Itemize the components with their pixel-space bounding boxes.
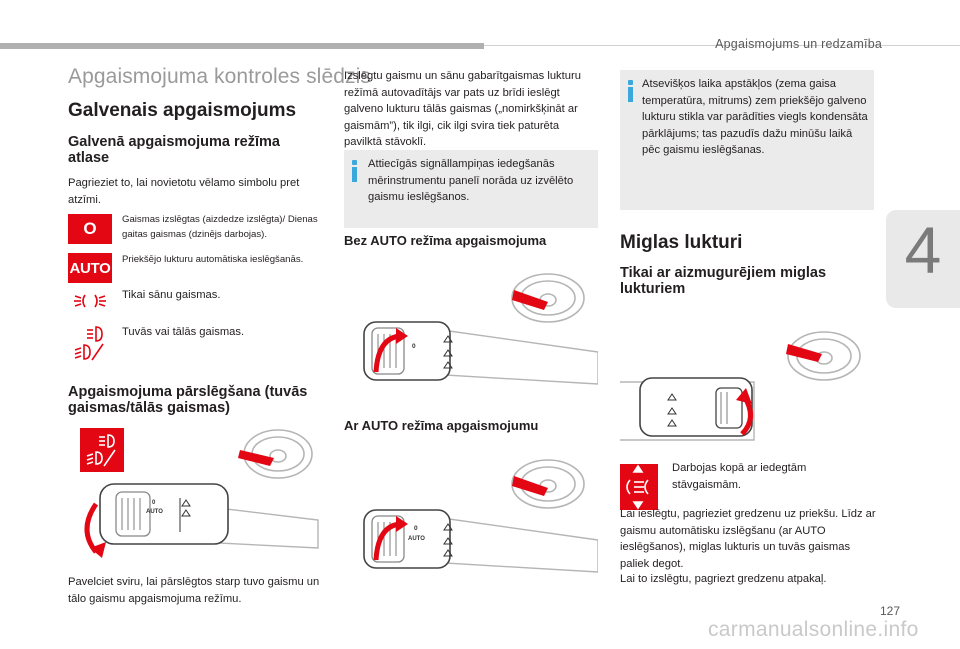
section-title: Apgaismojuma kontroles slēdzis [68, 65, 371, 88]
svg-text:0: 0 [152, 500, 156, 506]
info-text-lamps: Attiecīgās signāllampiņas iedegšanās mērinstrumentu panelī norāda uz izvēlēto gaismu ieslēgšanos. [368, 158, 574, 203]
fog-bullet-on: Lai ieslēgtu, pagrieziet gredzenu uz priekšu. Līdz ar gaismu automātisku izslēgšanu (ar AUTO ieslēgšanos), miglas lukturis un tuvās gaismas paliek degot. [620, 508, 876, 570]
intro-text: Pagrieziet to, lai novietotu vēlamo simbolu pret atzīmi. [68, 177, 300, 206]
stalk-with-auto-illustration [344, 448, 598, 588]
heading-main-lighting: Galvenais apgaismojums [68, 100, 297, 121]
heading-select-mode: Galvenā apgaismojuma režīma atlase [68, 134, 280, 166]
heading-fog-lamps: Miglas lukturi [620, 232, 743, 253]
fog-text: Darbojas kopā ar iedegtām stāvgaismām. [672, 462, 807, 491]
info-box-warning-lamps [344, 150, 598, 228]
legend-off-text: Gaismas izslēgtas (aizdedze izslēgta)/ Dienas gaitas gaismas (dzinējs darbojas). [122, 214, 318, 240]
header-bar [0, 43, 484, 49]
side-lights-icon [68, 286, 112, 316]
fog-bullet-off: Lai to izslēgtu, pagriezt gredzenu atpakaļ. [620, 573, 827, 585]
beam-switch-text: Pavelciet sviru, lai pārslēgtos starp tuvo gaismu un tālo gaismu apgaismojuma režīmu. [68, 576, 320, 605]
info-icon [352, 160, 357, 182]
chapter-number: 4 [904, 213, 942, 287]
stalk-beam-switch-illustration [78, 420, 324, 560]
dipped-main-beam-icon [68, 323, 112, 363]
legend-side-lights-text: Tikai sānu gaismas. [122, 289, 221, 301]
stalk-rear-fog-illustration [620, 324, 874, 448]
svg-text:0: 0 [414, 525, 418, 532]
svg-text:AUTO: AUTO [146, 509, 163, 515]
legend-beam-text: Tuvās vai tālās gaismas. [122, 326, 245, 338]
heading-without-auto: Bez AUTO režīma apgaismojuma [344, 233, 547, 248]
running-head: Apgaismojums un redzamība [715, 37, 882, 51]
info-icon [628, 80, 633, 102]
rear-fog-icon [620, 464, 658, 510]
heading-beam-switch: Apgaismojuma pārslēgšana (tuvās gaismas/tālās gaismas) [68, 384, 308, 416]
info-box-condensation [620, 70, 874, 210]
heading-with-auto: Ar AUTO režīma apgaismojumu [344, 418, 539, 433]
off-icon: O [68, 214, 112, 244]
flash-text: Izslēgtu gaismu un sānu gabarītgaismas lukturu režīmā autovadītājs var pats uz brīdi ieslēgt galveno lukturu tālās gaismas („nomirkšķināt ar gaismām”), tik ilgi, cik ilgi svira tiek paturēta pavilktā stāvoklī. [344, 70, 581, 148]
svg-text:0: 0 [412, 343, 416, 350]
svg-text:AUTO: AUTO [408, 536, 425, 542]
auto-icon: AUTO [68, 253, 112, 283]
stalk-without-auto-illustration [344, 262, 598, 400]
watermark: carmanualsonline.info [708, 618, 919, 641]
page-number: 127 [880, 604, 901, 618]
heading-rear-fog: Tikai ar aizmugurējiem miglas lukturiem [620, 265, 827, 297]
legend-auto-text: Priekšējo lukturu automātiska ieslēgšanās. [122, 254, 304, 265]
info-text-condensation: Atsevišķos laika apstākļos (zema gaisa temperatūra, mitrums) zem priekšējo galveno lukturu stikla var parādīties viegls kondensāta pārklājums; tas pazudīs dažu minūšu laikā pēc gaismu ieslēgšanas. [642, 78, 868, 156]
